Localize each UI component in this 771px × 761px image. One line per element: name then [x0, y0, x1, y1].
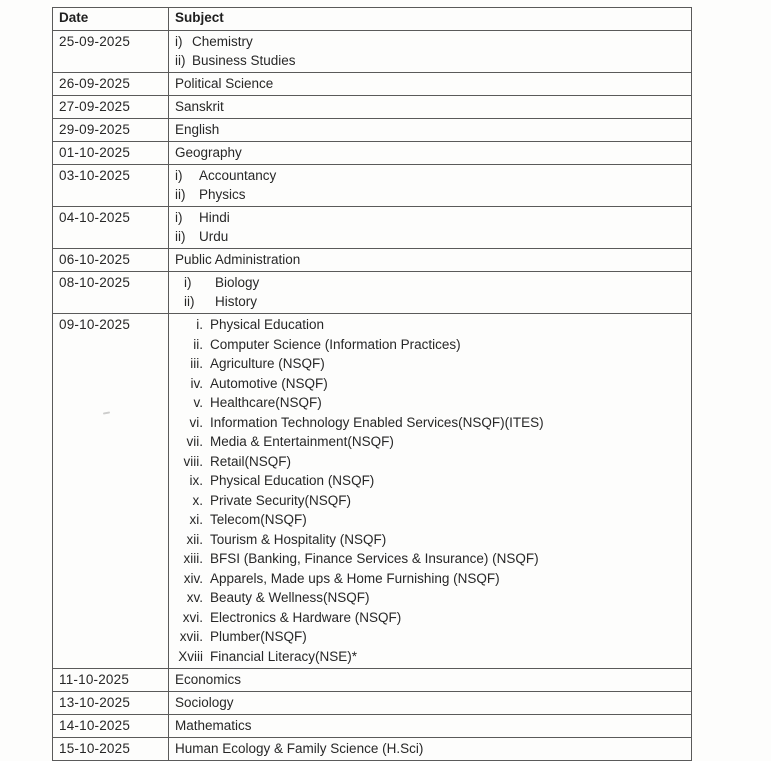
subject-cell	[169, 31, 692, 73]
subject-name: History	[215, 294, 258, 309]
table-row	[53, 738, 692, 761]
table-row	[53, 119, 692, 142]
list-numeral: iii.	[190, 356, 203, 371]
subject-line	[175, 413, 685, 433]
list-numeral: xvii.	[179, 629, 203, 644]
date-cell: 04-10-2025	[53, 207, 169, 249]
subject-cell	[169, 314, 692, 669]
date-cell: 26-09-2025	[53, 73, 169, 96]
table-row	[53, 207, 692, 249]
subject-name: Accountancy	[199, 168, 277, 183]
subject-cell	[169, 715, 692, 738]
subject-line	[175, 491, 685, 511]
subject-name: Retail(NSQF)	[210, 453, 292, 469]
list-numeral: ii)	[175, 187, 186, 202]
subject-cell	[169, 96, 692, 119]
subject-name: Business Studies	[192, 53, 296, 68]
subject-line	[175, 588, 685, 608]
subject-cell	[169, 207, 692, 249]
subject-cell	[169, 669, 692, 692]
subject-name: English	[175, 122, 220, 137]
subject-column-header: Subject	[169, 8, 692, 31]
subject-name: Healthcare(NSQF)	[210, 395, 322, 410]
list-numeral: xvi.	[182, 609, 203, 625]
subject-line	[184, 273, 685, 292]
subject-line	[175, 432, 685, 452]
date-cell: 08-10-2025	[53, 272, 169, 314]
subject-name: Apparels, Made ups & Home Furnishing (NSQF)	[210, 570, 500, 586]
timetable-table	[52, 7, 692, 761]
subject-name: Tourism & Hospitality (NSQF)	[210, 531, 387, 547]
subject-name: Private Security(NSQF)	[210, 492, 352, 508]
subject-line	[175, 315, 685, 335]
subject-name: Economics	[175, 672, 242, 687]
subject-name: Physical Education	[210, 317, 325, 332]
list-numeral: ii)	[184, 294, 195, 309]
date-cell: 25-09-2025	[53, 31, 169, 73]
timetable-body	[53, 31, 692, 761]
subject-line	[175, 393, 685, 413]
subject-cell	[169, 692, 692, 715]
subject-name: Beauty & Wellness(NSQF)	[210, 590, 370, 605]
subject-line	[175, 627, 685, 647]
subject-line	[175, 647, 685, 667]
subject-name: Political Science	[175, 76, 274, 91]
subject-line	[175, 335, 685, 355]
list-numeral: xiii.	[183, 551, 203, 566]
subject-name: Financial Literacy(NSE)*	[210, 648, 358, 664]
list-numeral: i)	[175, 210, 183, 225]
subject-line	[175, 166, 685, 185]
table-row	[53, 142, 692, 165]
date-cell: 14-10-2025	[53, 715, 169, 738]
subject-cell	[169, 272, 692, 314]
subject-name: Geography	[175, 145, 242, 160]
subject-name: Physics	[199, 187, 246, 202]
subject-name: Physical Education (NSQF)	[210, 473, 375, 488]
subject-name: Telecom(NSQF)	[210, 512, 307, 527]
subject-line	[175, 608, 685, 628]
date-cell: 29-09-2025	[53, 119, 169, 142]
subject-name: Electronics & Hardware (NSQF)	[210, 609, 402, 625]
subject-line	[184, 292, 685, 311]
table-row	[53, 715, 692, 738]
list-numeral: i)	[175, 168, 183, 183]
subject-name: Biology	[215, 275, 260, 290]
subject-name: Information Technology Enabled Services(NSQF)(ITES)	[210, 414, 544, 430]
list-numeral: xii.	[186, 531, 203, 547]
date-cell: 03-10-2025	[53, 165, 169, 207]
list-numeral: Xviii	[178, 648, 203, 664]
subject-name: Public Administration	[175, 252, 301, 267]
header-row	[53, 8, 692, 31]
date-cell: 27-09-2025	[53, 96, 169, 119]
table-row	[53, 272, 692, 314]
subject-line	[175, 32, 685, 51]
list-numeral: i.	[196, 317, 203, 332]
subject-name: Media & Entertainment(NSQF)	[210, 434, 394, 449]
list-numeral: v.	[193, 395, 203, 410]
subject-name: Computer Science (Information Practices)	[210, 336, 461, 352]
date-cell: 15-10-2025	[53, 738, 169, 761]
subject-name: Urdu	[199, 229, 229, 244]
subject-cell	[169, 165, 692, 207]
subject-name: Hindi	[199, 210, 230, 225]
subject-name: Sociology	[175, 695, 234, 710]
subject-line	[175, 549, 685, 569]
list-numeral: vii.	[186, 434, 203, 449]
subject-line	[175, 185, 685, 204]
subject-line	[175, 510, 685, 530]
subject-name: Automotive (NSQF)	[210, 375, 328, 391]
subject-cell	[169, 119, 692, 142]
exam-datesheet	[52, 7, 692, 761]
subject-line	[175, 374, 685, 394]
subject-name: Chemistry	[192, 34, 253, 49]
table-row	[53, 96, 692, 119]
list-numeral: iv.	[190, 375, 203, 391]
date-cell: 01-10-2025	[53, 142, 169, 165]
list-numeral: i)	[184, 275, 192, 290]
list-numeral: ii)	[175, 53, 186, 68]
subject-line	[175, 471, 685, 491]
list-numeral: ix.	[189, 473, 203, 488]
subject-line	[175, 354, 685, 374]
subject-line	[175, 530, 685, 550]
date-column-header: Date	[53, 8, 169, 31]
subject-name: Plumber(NSQF)	[210, 629, 307, 644]
list-numeral: ii)	[175, 229, 186, 244]
list-numeral: vi.	[189, 414, 203, 430]
list-numeral: xi.	[189, 512, 203, 527]
subject-cell	[169, 142, 692, 165]
subject-line	[175, 569, 685, 589]
table-row	[53, 314, 692, 669]
subject-name: Agriculture (NSQF)	[210, 356, 325, 371]
list-numeral: x.	[192, 492, 203, 508]
table-row	[53, 31, 692, 73]
subject-name: Mathematics	[175, 718, 252, 733]
table-row	[53, 165, 692, 207]
date-cell: 13-10-2025	[53, 692, 169, 715]
list-numeral: ii.	[193, 336, 203, 352]
subject-line	[175, 51, 685, 70]
subject-cell	[169, 73, 692, 96]
table-row	[53, 73, 692, 96]
date-cell: 11-10-2025	[53, 669, 169, 692]
date-cell: 06-10-2025	[53, 249, 169, 272]
list-numeral: i)	[175, 34, 183, 49]
subject-cell	[169, 249, 692, 272]
table-row	[53, 692, 692, 715]
subject-line	[175, 452, 685, 472]
subject-cell	[169, 738, 692, 761]
subject-name: BFSI (Banking, Finance Services & Insurance) (NSQF)	[210, 551, 539, 566]
table-row	[53, 669, 692, 692]
subject-name: Human Ecology & Family Science (H.Sci)	[175, 741, 424, 756]
list-numeral: xiv.	[183, 570, 203, 586]
list-numeral: viii.	[183, 453, 203, 469]
subject-line	[175, 208, 685, 227]
date-cell: 09-10-2025	[53, 314, 169, 669]
list-numeral: xv.	[186, 590, 203, 605]
subject-name: Sanskrit	[175, 99, 224, 114]
table-row	[53, 249, 692, 272]
subject-line	[175, 227, 685, 246]
